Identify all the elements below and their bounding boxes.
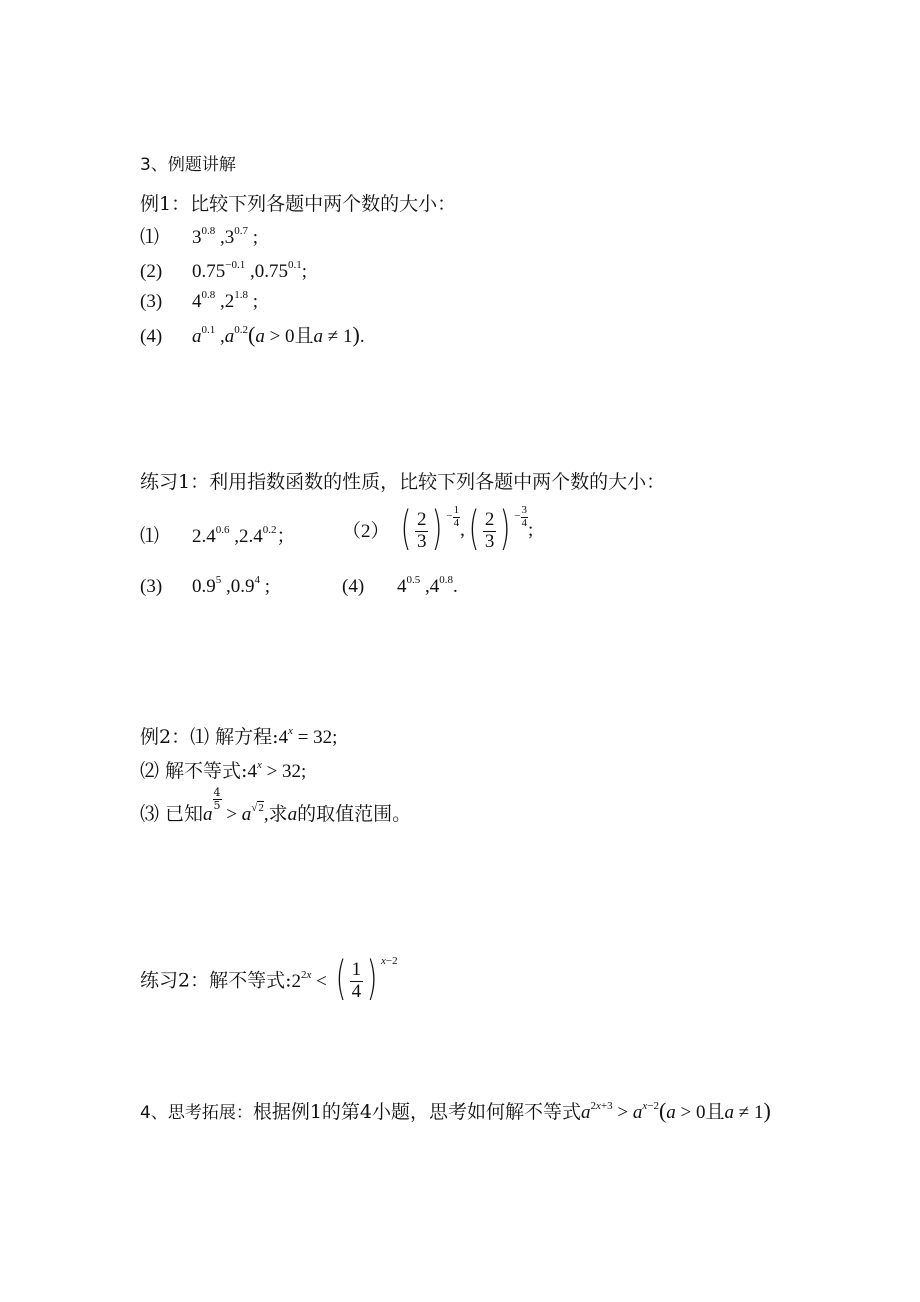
practice1-item-2: （2） ( $\frac{2}{3}$ ) − $\frac{1}{4}$ ,( $\frac{2}{3}$ ) − $\frac{3}{4}$ ;: [342, 501, 534, 555]
example2-heading: 例2：: [140, 726, 191, 748]
practice1-item-3: (3) $0.9^5$ ,0.9$^4$ ;: [140, 574, 271, 597]
section3-title: 3、例题讲解: [140, 155, 236, 175]
example1-item-4: (4) $a^{0.1}$ $,a^{0.2}(a > 0$且a ≠ 1).: [140, 322, 365, 347]
practice1-heading: 练习1：利用指数函数的性质，比较下列各题中两个数的大小：: [140, 471, 666, 493]
example1-item-1: ⑴ $3^{0.8}$ $,3^{0.7}$ ;: [140, 225, 259, 248]
practice1-item-4: (4) $4^{0.5}$ $,4^{0.8}$.: [342, 574, 458, 597]
example2-item-3: ⑶ 已知a $\frac{4}{5}$ > $a^{√2}$,求a的取值范围。: [140, 786, 412, 826]
example1-heading: 例1：比较下列各题中两个数的大小：: [140, 193, 457, 215]
example1-item-3: (3) $4^{0.8}$ $,2^{1.8}$ ;: [140, 289, 259, 312]
example1-item-2: (2) $0.75^{-0.1}$ $,0.75^{0.1}$;: [140, 259, 307, 282]
practice2-line: 练习2：解不等式$:2^{2x}$ < ( $\frac{1}{4}$ ) $^{x-2}$: [140, 951, 398, 1005]
section4-line: 4、思考拓展：根据例1的第4小题，思考如何解不等式$a^{2x+3} > a^{x-2}(a > 0$且a ≠ 1): [140, 1098, 771, 1123]
practice1-item-1: ⑴ $2.4^{0.6}$ $,2.4^{0.2}$；: [140, 524, 296, 547]
example2-item-1: 例2：⑴ 解方程$:4^x = 32$;: [140, 725, 338, 748]
example2-item-2: ⑵ 解不等式$:4^x > 32$;: [140, 759, 307, 782]
